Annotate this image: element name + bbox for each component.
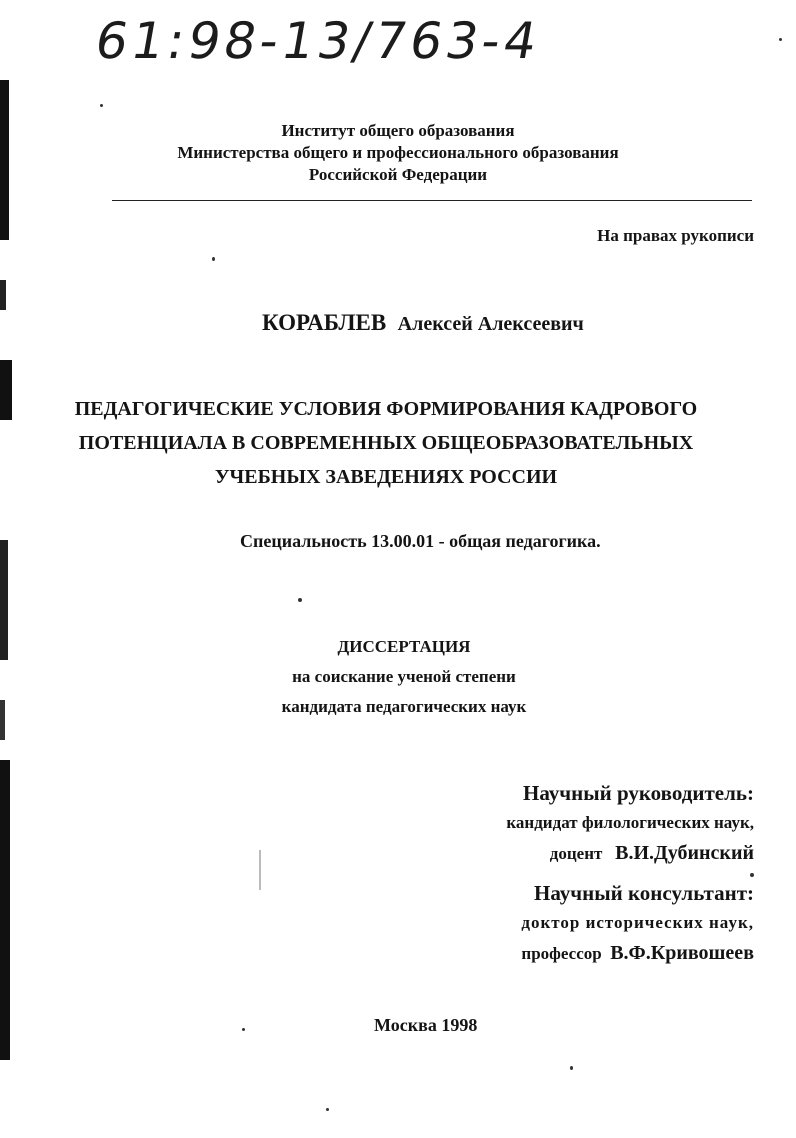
- supervisor-block: [506, 778, 754, 869]
- consultant-title-name: [521, 938, 754, 969]
- dissertation-heading: ДИССЕРТАЦИЯ: [337, 637, 471, 656]
- scan-speck: [570, 1066, 573, 1070]
- institution-line-2: Министерства общего и профессионального образования: [177, 143, 619, 162]
- scan-speck: [242, 1028, 245, 1031]
- degree-name-line: кандидата педагогических наук: [281, 697, 527, 716]
- institution-line-3: Российской Федерации: [308, 165, 488, 184]
- handwritten-registration-number: 61:98-13/763-4: [90, 12, 546, 70]
- author-given-names: Алексей Алексеевич: [397, 313, 584, 335]
- consultant-title: профессор: [521, 944, 602, 963]
- supervisor-degree: кандидат филологических наук,: [506, 813, 754, 832]
- supervisor-title-name: [506, 838, 754, 869]
- scan-speck: [212, 257, 215, 261]
- manuscript-rights-note: На правах рукописи: [597, 226, 754, 245]
- scan-speck: [779, 38, 782, 41]
- scan-speck: [298, 598, 302, 602]
- scan-speck: [750, 873, 754, 877]
- author-surname: КОРАБЛЕВ: [262, 310, 387, 335]
- consultant-degree: доктор исторических наук,: [521, 913, 754, 932]
- supervisor-title: доцент: [549, 844, 603, 863]
- scan-speck: [100, 104, 103, 107]
- title-line-3: УЧЕБНЫХ ЗАВЕДЕНИЯХ РОССИИ: [214, 466, 558, 488]
- header-rule: [112, 200, 752, 201]
- title-line-2: ПОТЕНЦИАЛА В СОВРЕМЕННЫХ ОБЩЕОБРАЗОВАТЕЛЬНЫХ: [78, 432, 694, 454]
- dissertation-block: [6, 632, 796, 722]
- supervisor-name: В.И.Дубинский: [615, 842, 754, 864]
- institution-line-1: Институт общего образования: [281, 121, 515, 140]
- supervisor-role: Научный руководитель:: [523, 781, 754, 805]
- consultant-name: В.Ф.Кривошеев: [610, 942, 754, 964]
- scan-speck: [326, 1108, 329, 1111]
- title-line-1: ПЕДАГОГИЧЕСКИЕ УСЛОВИЯ ФОРМИРОВАНИЯ КАДРОВОГО: [74, 398, 698, 420]
- author-name: [262, 310, 584, 336]
- degree-sought-line: на соискание ученой степени: [292, 667, 516, 686]
- consultant-block: [521, 878, 754, 969]
- specialty: Специальность 13.00.01 - общая педагогика.: [240, 531, 601, 551]
- consultant-role: Научный консультант:: [534, 881, 754, 905]
- scan-edge-artifact: [0, 60, 20, 1090]
- scan-speck: [259, 850, 261, 890]
- city-year: Москва 1998: [374, 1015, 478, 1035]
- dissertation-title: [0, 392, 784, 494]
